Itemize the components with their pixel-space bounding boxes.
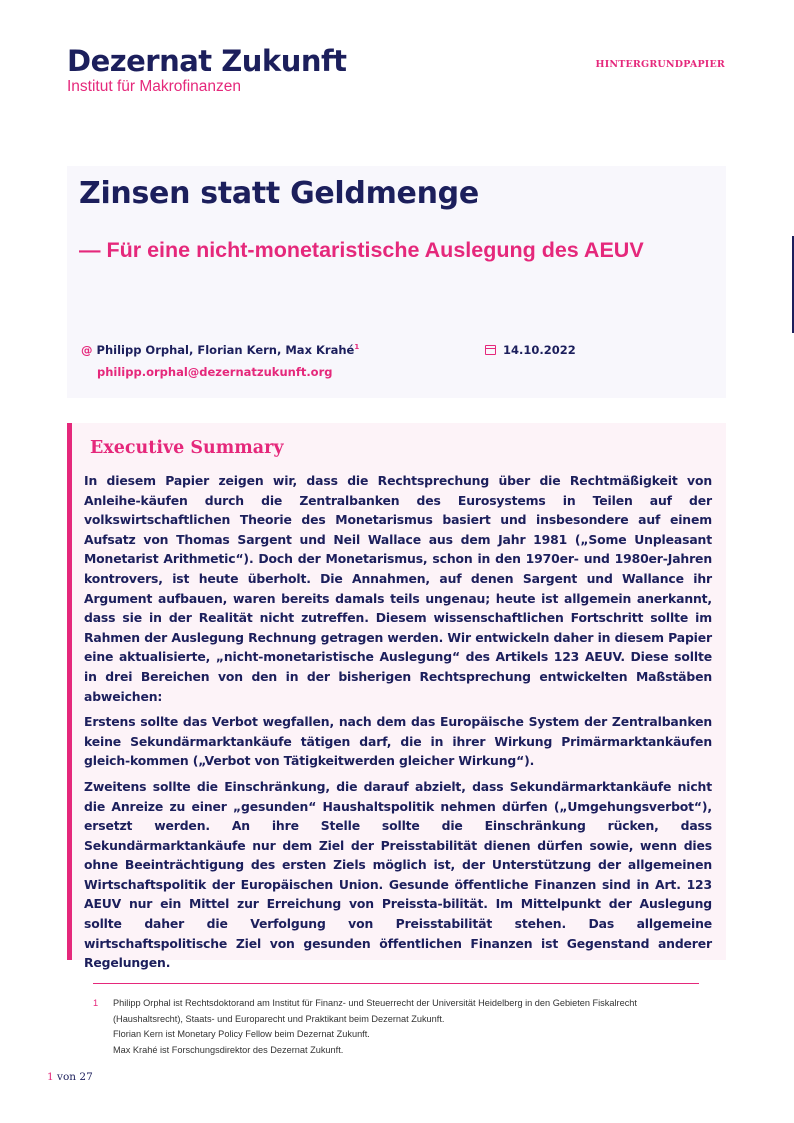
author-names: Philipp Orphal, Florian Kern, Max Krahé [96, 343, 355, 357]
footnote-number: 1 [93, 998, 99, 1008]
summary-paragraph: Erstens sollte das Verbot wegfallen, nach dem das Europäische System der Zentralbanken keine Sekundärmarktankäufe tätigen darf, die in ihrer Wirkung Primärmarktankäufen gleich-kommen („Verbot von Tätigkeitwerden gleicher Wirkung“). [84, 714, 712, 769]
summary-paragraph: In diesem Papier zeigen wir, dass die Rechtsprechung über die Rechtmäßigkeit von Anleihe-käufen durch die Zentralbanken des Eurosystems in Teilen auf der volkswirtschaftlichen Theorie des Monetarismus basiert und insbesondere auf einem Aufsatz von Thomas Sargent und Neil Wallace aus dem Jahr 1981 („Some Unpleasant Monetarist Arithmetic“). Doch der Monetarismus, schon in den 1970er- und 1980er-Jahren kontrovers, ist heute überholt. Die Annahmen, auf denen Sargent und Wallance ihr Argument aufbauen, waren bereits damals teils ungenau; heute ist allgemein anerkannt, dass sie in der Realität nicht zutreffen. Diesem wissenschaftlichen Fortschritt sollte im Rahmen der Auslegung Rechnung getragen werden. Wir entwickeln daher in diesem Papier eine aktualisierte, „nicht-monetaristische Auslegung“ des Artikels 123 AEUV. Diese sollte in drei Bereichen von den in der bisherigen Rechtsprechung entwickelten Maßstäben abweichen: [84, 473, 712, 704]
page-title: Zinsen statt Geldmenge [79, 176, 479, 211]
footnote-line: Philipp Orphal ist Rechtsdoktorand am Institut für Finanz- und Steuerrecht der Universität Heidelberg in den Gebieten Fiskalrecht (Haushaltsrecht), Staats- und Europarecht und Praktikant beim Dezernat Zukunft. [113, 998, 637, 1024]
brand-logo [67, 44, 347, 96]
author-line [81, 343, 359, 357]
executive-summary [67, 423, 726, 971]
footnote-body [113, 996, 703, 1058]
page-total: von 27 [57, 1071, 93, 1083]
calendar-icon [485, 345, 496, 355]
summary-paragraph: Zweitens sollte die Einschränkung, die darauf abzielt, dass Sekundärmarktankäufe nicht die Anreize zu einer „gesunden“ Haushaltspolitik nehmen dürfen („Umgehungsverbot“), ersetzt werden. An ihre Stelle sollte die Einschränkung rücken, dass Sekundärmarktankäufe nur dem Ziel der Preisstabilität dienen dürfen sowie, wenn dies ohne Beeinträchtigung des ersten Ziels möglich ist, der Unterstützung der allgemeinen Wirtschaftspolitik der Europäischen Union. Gesunde öffentliche Finanzen sind in Art. 123 AEUV nur ein Mittel zur Erreichung von Preissta-bilität. Im Mittelpunkt der Auslegung sollte daher die Verfolgung von Preisstabilität stehen. Das allgemeine wirtschaftspolitische Ziel von gesunden öffentlichen Finanzen ist Gegenstand anderer Regelungen. [84, 778, 712, 971]
author-footnote-mark[interactable]: 1 [354, 343, 360, 352]
footnote-line: Florian Kern ist Monetary Policy Fellow beim Dezernat Zukunft. [113, 1029, 370, 1039]
date-text: 14.10.2022 [503, 343, 576, 357]
page-subtitle: — Für eine nicht-monetaristische Auslegung des AEUV [79, 238, 644, 262]
author-email-link[interactable]: philipp.orphal@dezernatzukunft.org [97, 365, 333, 379]
current-page: 1 [47, 1071, 54, 1083]
brand-subtitle: Institut für Makrofinanzen [67, 78, 242, 95]
document-type-label: HINTERGRUNDPAPIER [595, 59, 725, 70]
footnote-line: Max Krahé ist Forschungsdirektor des Dezernat Zukunft. [113, 1044, 344, 1055]
page-number [47, 1071, 93, 1083]
publication-date [485, 343, 576, 357]
brand-name: Dezernat Zukunft [67, 44, 347, 78]
title-block [67, 166, 726, 398]
at-icon: @ [81, 343, 93, 357]
footnote [93, 996, 703, 1058]
footnote-divider [93, 983, 699, 984]
summary-heading: Executive Summary [90, 438, 284, 458]
